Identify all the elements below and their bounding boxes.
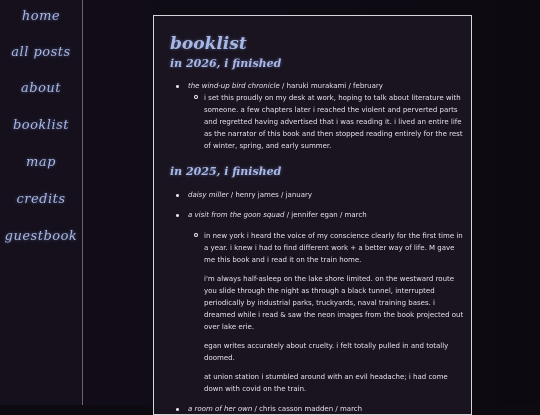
book-notes (170, 92, 466, 152)
book-note: in new york i heard the voice of my conscience clearly for the first time in a year. i knew i had to find different work + a better way of life. M gave me this book and i read it on the train home. (204, 232, 463, 264)
page-title: booklist (170, 34, 247, 54)
booklist-panel (153, 15, 472, 415)
book-item (170, 81, 466, 92)
book-meta: / haruki murakami / february (279, 82, 383, 90)
book-list-2025 (170, 190, 466, 415)
year-heading-2026: in 2026, i finished (170, 57, 282, 70)
nav-about-link[interactable]: about (21, 81, 61, 96)
sub-bullet-icon (194, 233, 198, 237)
book-title: daisy miller (188, 191, 229, 199)
book-note: i set this proudly on my desk at work, hoping to talk about literature with someone. a few chapters later i reached the violent and perverted parts and regretted having advertised that i was reading it. i lived an entire life as the narrator of this book and then stopped reading entirely for the rest of winter, spring, and early summer. (204, 94, 463, 150)
book-title: the wind-up bird chronicle (188, 82, 280, 90)
book-item (170, 210, 466, 221)
book-title: a room of her own (188, 405, 253, 413)
year-heading-2025: in 2025, i finished (170, 165, 282, 178)
book-item (170, 190, 466, 201)
book-title: a visit from the goon squad (188, 211, 285, 219)
book-meta: / jennifer egan / march (284, 211, 367, 219)
book-note: at union station i stumbled around with an evil headache; i had come down with covid on the train. (204, 373, 448, 393)
book-note: egan writes accurately about cruelty. i felt totally pulled in and totally doomed. (204, 342, 449, 362)
nav-guestbook-link[interactable]: guestbook (4, 229, 78, 244)
book-item (170, 404, 466, 415)
book-list-2026 (170, 81, 466, 152)
sidebar-nav (0, 0, 83, 405)
nav-booklist-link[interactable]: booklist (12, 118, 70, 133)
sub-bullet-icon (194, 95, 198, 99)
book-meta: / chris casson madden / march (252, 405, 363, 413)
nav-all-posts-link[interactable]: all posts (11, 45, 71, 60)
nav-home-link[interactable]: home (21, 9, 61, 24)
book-notes (170, 230, 466, 395)
book-meta: / henry james / january (228, 191, 312, 199)
booklist-content (170, 34, 466, 415)
nav-map-link[interactable]: map (26, 155, 56, 170)
book-note: i'm always half-asleep on the lake shore limited. on the westward route you slide through the night as through a black tunnel, interrupted periodically by industrial parks, truckyards, naval training bases. i dreamed while i read & saw the neon images from the book projected out over lake erie. (204, 275, 464, 331)
nav-credits-link[interactable]: credits (16, 192, 66, 207)
